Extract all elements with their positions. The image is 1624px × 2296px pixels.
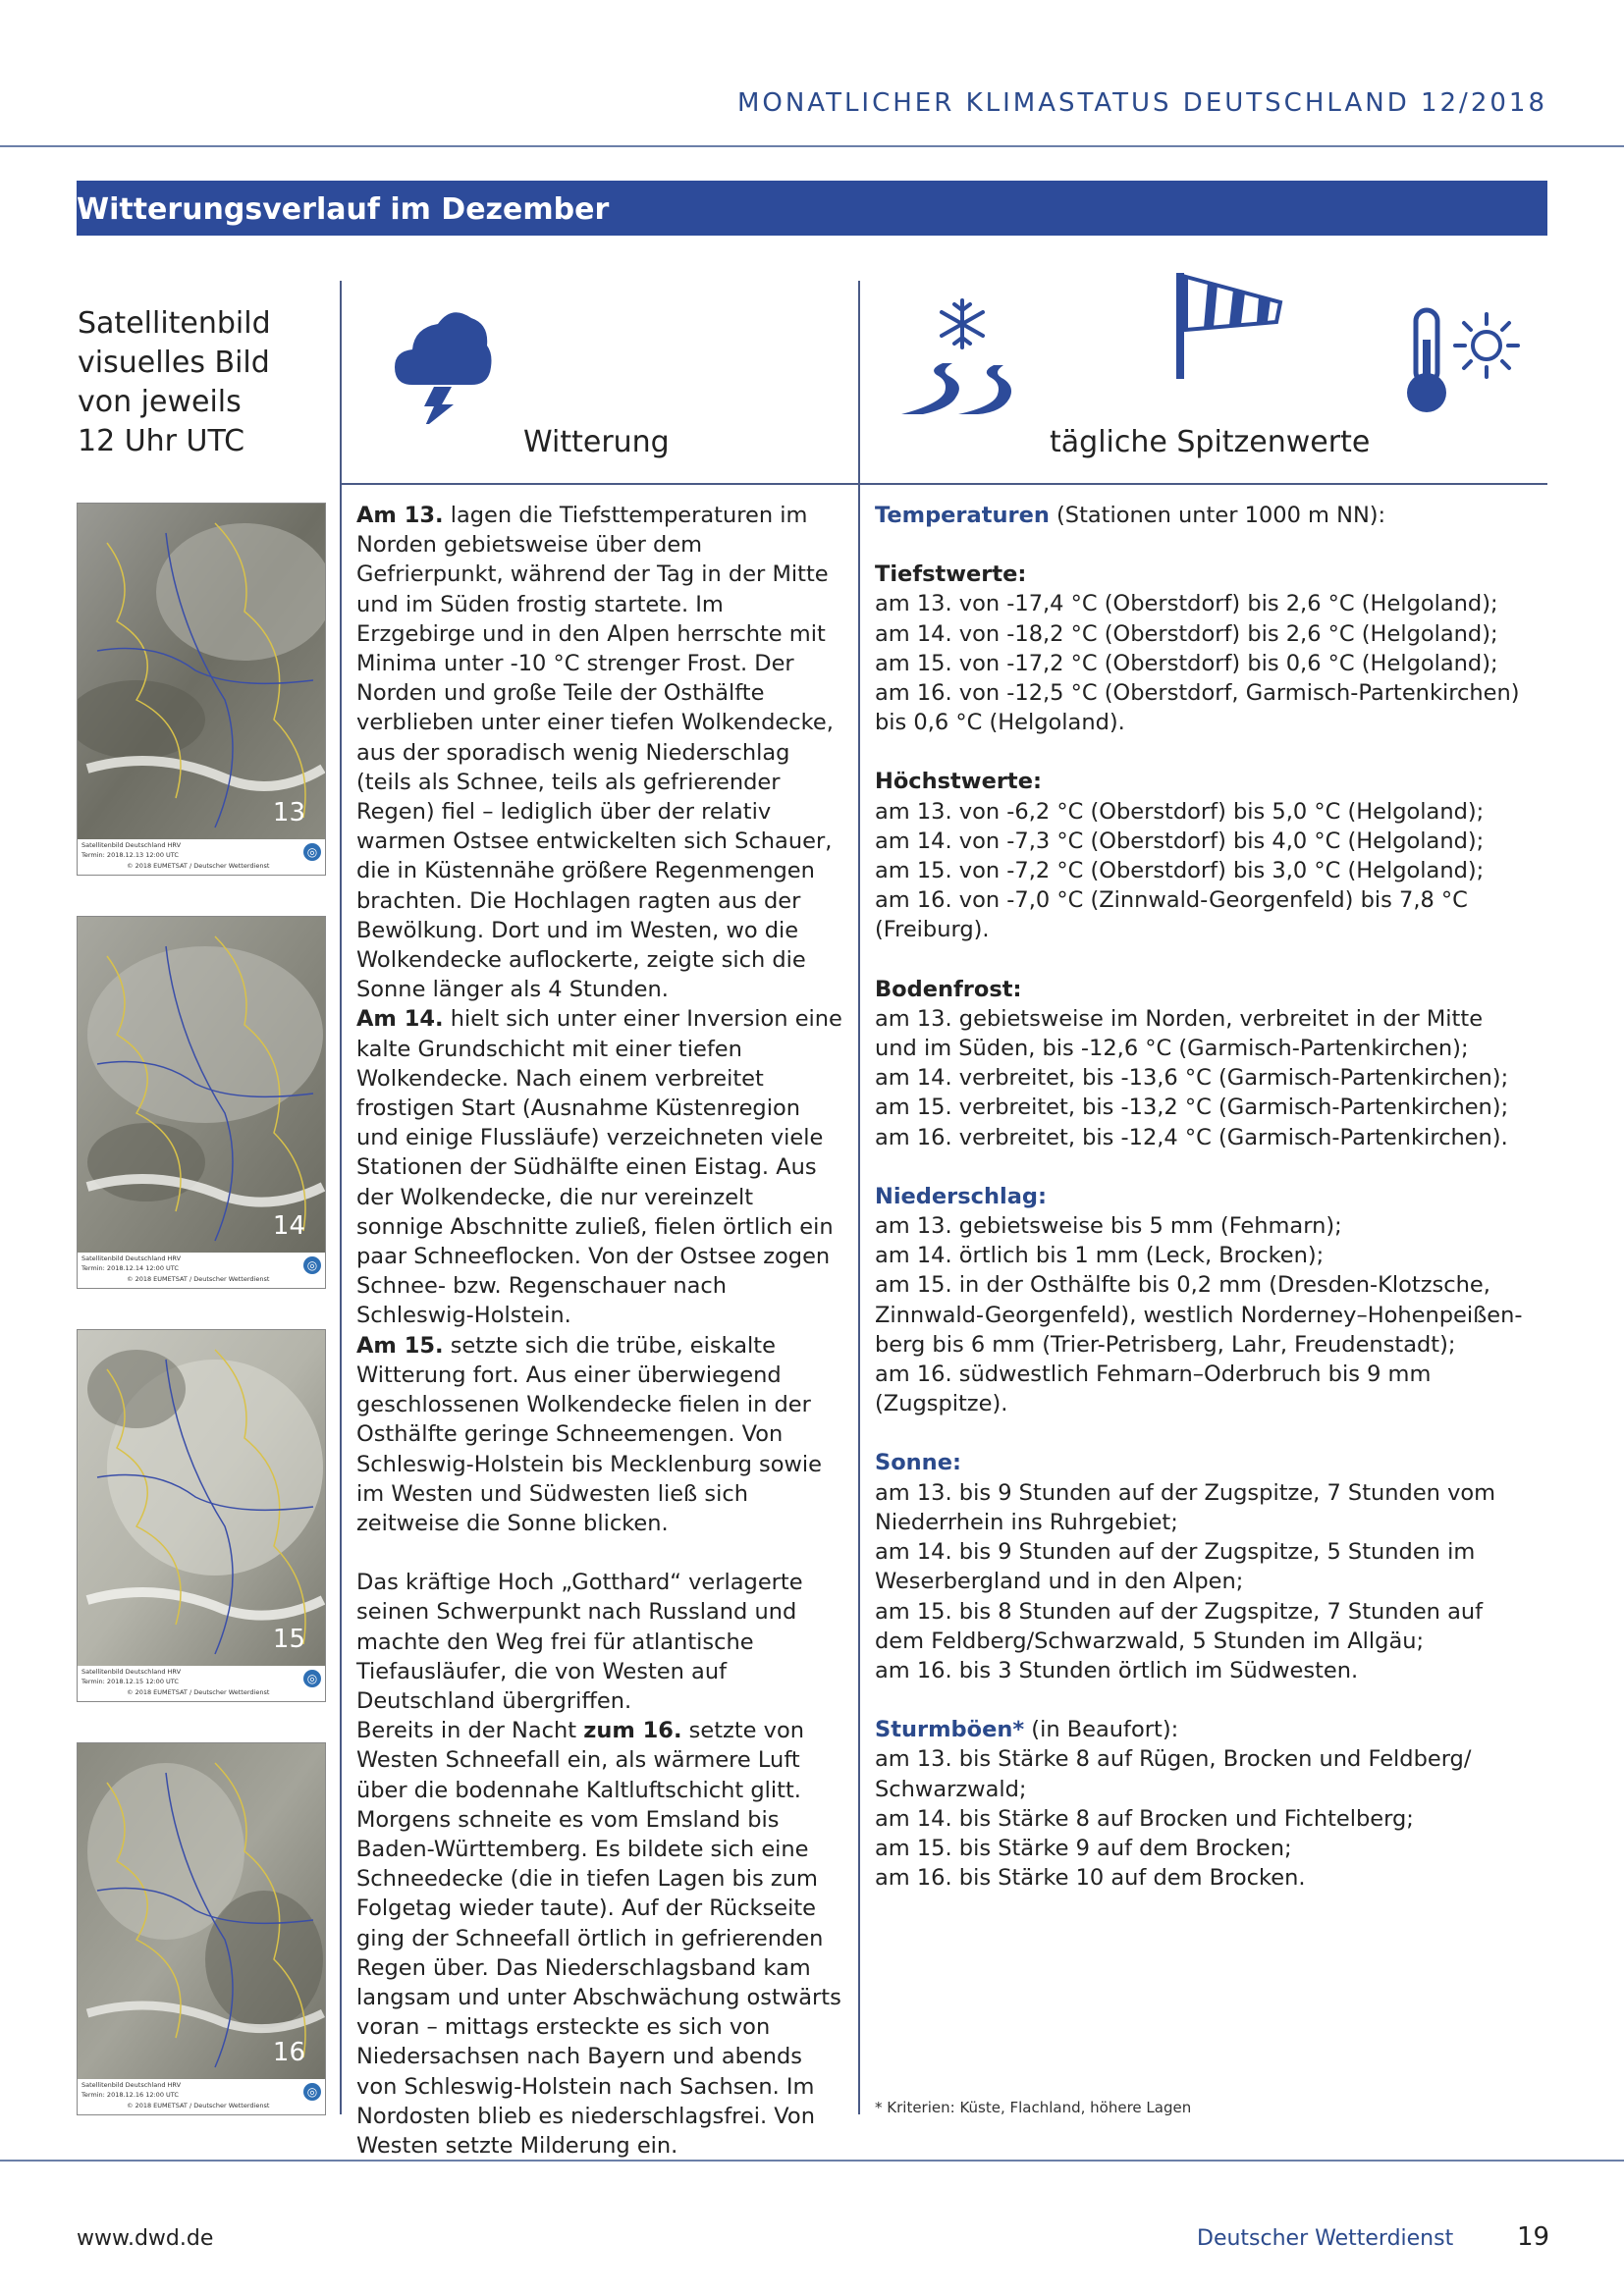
ground-frost-heading: Bodenfrost: [875,976,1022,1002]
thermometer-sun-icon [1400,306,1522,420]
precip-line: am 16. südwestlich Fehmarn–Oderbruch bis 9 mm [875,1362,1432,1388]
windsock-icon [1174,271,1284,385]
page-number: 19 [1517,2222,1550,2252]
paragraph-day-13: Am 13. lagen die Tiefsttemperaturen im Norden gebietsweise über dem Gefrierpunkt, während der Tag in der Mitte und im Süden frostig startete. Im Erzgebirge und in den Alpen herrschte mit Minima unter -10 °C strenger Frost. Der Norden und große Teile der Osthälfte verblieben unter einer tiefen Wolkendecke, aus der sporadisch wenig Niederschlag (teils als Schnee, teils als gefrierender Regen) fiel – lediglich über der relativ warmen Ostsee entwickelten sich Schauer, die in Küstennähe größere Regenmengen brachten. Die Hochlagen ragten aus der Bewölkung. Dort und im Westen, wo die Wolkendecke auflockerte, zeigte sich die Sonne länger als 4 Stunden. [356,503,834,1003]
sun-line: Niederrhein ins Ruhrgebiet; [875,1509,1178,1535]
publisher-name: Deutscher Wetterdienst [1197,2226,1454,2251]
gust-line: am 15. bis Stärke 9 auf dem Brocken; [875,1835,1292,1861]
gusts-heading: Sturmböen* (in Beaufort): [875,1717,1179,1743]
precip-line: berg bis 6 mm (Trier-Petrisberg, Lahr, Freudenstadt); [875,1331,1456,1358]
dwd-logo-icon: ◎ [303,2083,321,2101]
satellite-image [77,1742,326,2115]
header-underline [340,483,1547,485]
weather-narrative [356,501,844,2161]
max-line: am 16. von -7,0 °C (Zinnwald-Georgenfeld) bis 7,8 °C [875,887,1468,914]
dwd-logo-icon: ◎ [303,1256,321,1274]
section-banner [77,181,1547,236]
satellite-day-number: 13 [272,798,305,828]
frost-line: am 13. gebietsweise im Norden, verbreitet in der Mitte [875,1005,1484,1032]
sun-line: am 15. bis 8 Stunden auf der Zugspitze, 7 Stunden auf [875,1598,1484,1625]
website-link[interactable]: www.dwd.de [77,2226,214,2251]
min-line: am 16. von -12,5 °C (Oberstdorf, Garmisch-Partenkirchen) [875,680,1520,707]
weather-column-label: Witterung [523,425,670,459]
max-line: am 15. von -7,2 °C (Oberstdorf) bis 3,0 °C (Helgoland); [875,858,1485,884]
max-line: am 13. von -6,2 °C (Oberstdorf) bis 5,0 °C (Helgoland); [875,798,1485,825]
sun-line: dem Feldberg/Schwarzwald, 5 Stunden im Allgäu; [875,1628,1425,1654]
dwd-logo-icon: ◎ [303,1670,321,1687]
max-line: (Freiburg). [875,917,990,943]
frost-line: am 14. verbreitet, bis -13,6 °C (Garmisch-Partenkirchen); [875,1065,1509,1092]
satellite-day-number: 14 [272,1211,305,1241]
paragraph-day-16: Bereits in der Nacht zum 16. setzte von Westen Schneefall ein, als wärmere Luft über die bodennahe Kaltluftschicht glitt. Morgens schneite es vom Emsland bis Baden-Württemberg. Es bildete sich eine Schneedecke (die in tiefen Lagen bis zum Folgetag wieder taute). Auf der Rückseite ging der Schneefall örtlich in gefrierenden Regen über. Das Niederschlagsband kam langsam und unter Abschwächung ostwärts voran – mittags ersteckte es sich von Niedersachsen nach Bayern und abends von Schleswig-Holstein nach Sachsen. Im Nordosten blieb es niederschlagsfrei. Von Westen setzte Milderung ein. [356,1718,841,2159]
gust-line: am 14. bis Stärke 8 auf Brocken und Fichtelberg; [875,1805,1414,1832]
precip-line: am 14. örtlich bis 1 mm (Leck, Brocken); [875,1243,1325,1269]
gust-criteria-footnote: * Kriterien: Küste, Flachland, höhere Lagen [875,2099,1192,2116]
satellite-caption: Satellitenbild Deutschland HRV Termin: 2018.12.13 12:00 UTC © 2018 EUMETSAT / Deutscher Wetterdienst ◎ [78,839,325,875]
column-divider-left [340,281,342,2114]
paragraph-high-pressure: Das kräftige Hoch „Gotthard“ verlagerte seinen Schwerpunkt nach Russland und machte den Weg frei für atlantische Tiefausläufer, die von Westen auf Deutschland übergriffen. [356,1570,803,1714]
min-values-heading: Tiefstwerte: [875,561,1027,588]
thunder-cloud-icon [391,291,493,428]
frost-line: und im Süden, bis -12,6 °C (Garmisch-Partenkirchen); [875,1036,1469,1062]
min-line: am 14. von -18,2 °C (Oberstdorf) bis 2,6 °C (Helgoland); [875,620,1498,647]
peak-values [875,501,1552,1893]
paragraph-day-15: Am 15. setzte sich die trübe, eiskalte Witterung fort. Aus einer überwiegend geschlossenen Wolkendecke fielen in der Osthälfte geringe Schneemengen. Von Schleswig-Holstein bis Mecklenburg sowie im Westen und Südwesten ließ sich zeitweise die Sonne blicken. [356,1332,823,1536]
header-rule [0,145,1624,147]
frost-line: am 16. verbreitet, bis -12,4 °C (Garmisch-Partenkirchen). [875,1124,1508,1150]
precip-line: Zinnwald-Georgenfeld), westlich Norderney–Hohenpeißen- [875,1302,1523,1328]
precip-line: am 15. in der Osthälfte bis 0,2 mm (Dresden-Klotzsche, [875,1272,1490,1299]
snow-ice-road-icon [899,298,1015,420]
max-line: am 14. von -7,3 °C (Oberstdorf) bis 4,0 °C (Helgoland); [875,828,1485,854]
satellite-day-number: 15 [272,1625,305,1654]
satellite-caption: Satellitenbild Deutschland HRV Termin: 2018.12.14 12:00 UTC © 2018 EUMETSAT / Deutscher Wetterdienst ◎ [78,1253,325,1288]
sun-line: am 16. bis 3 Stunden örtlich im Südwesten. [875,1657,1359,1683]
sunshine-heading: Sonne: [875,1450,961,1476]
frost-line: am 15. verbreitet, bis -13,2 °C (Garmisch-Partenkirchen); [875,1095,1509,1121]
satellite-caption: Satellitenbild Deutschland HRV Termin: 2018.12.16 12:00 UTC © 2018 EUMETSAT / Deutscher Wetterdienst ◎ [78,2079,325,2114]
max-values-heading: Höchstwerte: [875,769,1042,795]
satellite-image [77,916,326,1289]
sun-line: am 13. bis 9 Stunden auf der Zugspitze, 7 Stunden vom [875,1479,1496,1506]
gust-line: am 13. bis Stärke 8 auf Rügen, Brocken und Feldberg/ [875,1746,1472,1773]
min-line: am 15. von -17,2 °C (Oberstdorf) bis 0,6 °C (Helgoland); [875,650,1498,676]
sun-line: Weserbergland und in den Alpen; [875,1569,1244,1595]
satellite-image [77,1329,326,1702]
report-title: MONATLICHER KLIMASTATUS DEUTSCHLAND 12/2018 [736,88,1547,118]
precipitation-heading: Niederschlag: [875,1183,1048,1209]
min-line: am 13. von -17,4 °C (Oberstdorf) bis 2,6 °C (Helgoland); [875,591,1498,617]
satellite-day-number: 16 [272,2038,305,2067]
min-line: bis 0,6 °C (Helgoland). [875,710,1125,736]
satellite-image [77,503,326,876]
dwd-logo-icon: ◎ [303,843,321,861]
peaks-column-label: tägliche Spitzenwerte [1050,425,1371,459]
footer-rule [0,2160,1624,2162]
satellite-column-label: Satellitenbild visuelles Bild von jeweils 12 Uhr UTC [78,306,271,458]
satellite-caption: Satellitenbild Deutschland HRV Termin: 2018.12.15 12:00 UTC © 2018 EUMETSAT / Deutscher Wetterdienst ◎ [78,1666,325,1701]
precip-line: (Zugspitze). [875,1391,1008,1417]
temperature-heading: Temperaturen (Stationen unter 1000 m NN): [875,503,1386,528]
column-divider-right [858,281,860,2114]
section-title: Witterungsverlauf im Dezember [77,192,610,227]
sun-line: am 14. bis 9 Stunden auf der Zugspitze, 5 Stunden im [875,1539,1476,1566]
paragraph-day-14: Am 14. hielt sich unter einer Inversion eine kalte Grundschicht mit einer tiefen Wolkendecke. Nach einem verbreitet frostigen Start (Ausnahme Küstenregion und einige Flussläufe) verzeichneten viele Stationen der Südhälfte einen Eistag. Aus der Wolkendecke, die nur vereinzelt sonnige Abschnitte zuließ, fielen örtlich ein paar Schneeflocken. Von der Ostsee zogen Schnee- bzw. Regenschauer nach Schleswig-Holstein. [356,1006,842,1329]
gust-line: am 16. bis Stärke 10 auf dem Brocken. [875,1865,1306,1892]
gust-line: Schwarzwald; [875,1776,1027,1802]
precip-line: am 13. gebietsweise bis 5 mm (Fehmarn); [875,1213,1342,1240]
